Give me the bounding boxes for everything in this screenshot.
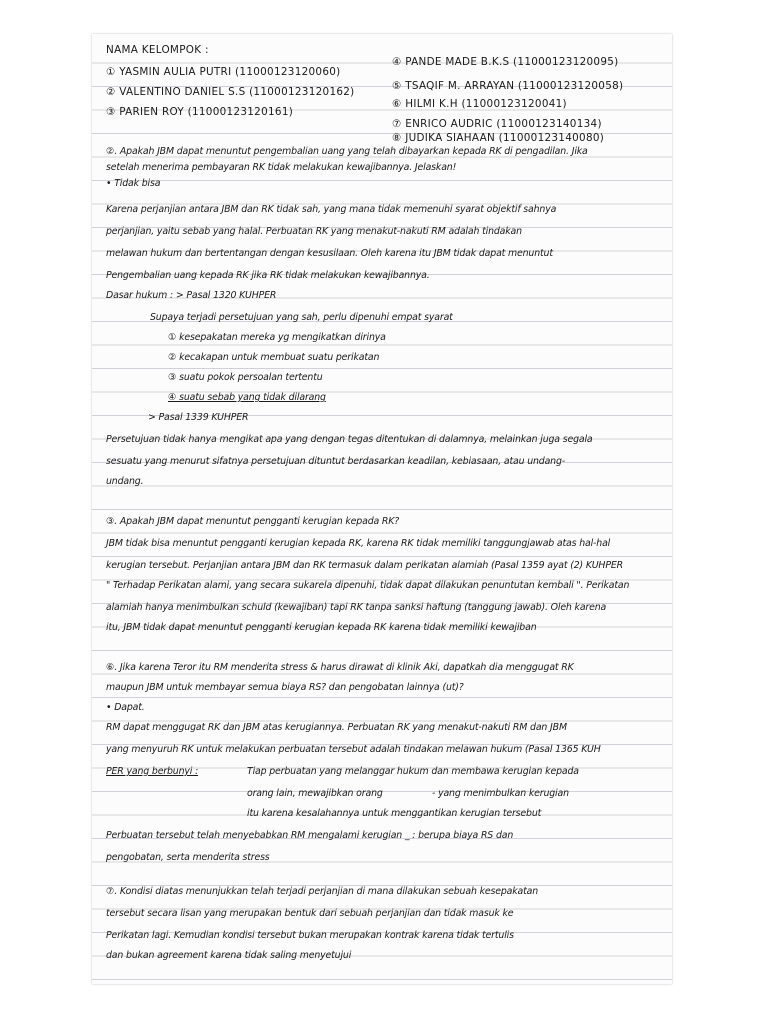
q2-question-line-1: ②. Apakah JBM dapat menuntut pengembalian uang yang telah dibayarkan kepada RK di pengadilan. Jika bbox=[106, 146, 588, 157]
q2-line-2: perjanjian, yaitu sebab yang halal. Perbuatan RK yang menakut-nakuti RM adalah tindakan bbox=[106, 226, 522, 237]
q6-answer-short: • Dapat. bbox=[106, 702, 145, 713]
member-3: ③ PARIEN ROY (11000123120161) bbox=[106, 106, 294, 118]
q3-line-5: itu, JBM tidak dapat menuntut pengganti kerugian kepada RK karena tidak memiliki kewajiban bbox=[106, 622, 537, 633]
q6-pasal-text-2: orang lain, mewajibkan orang bbox=[247, 788, 383, 799]
q7-line-3: Perikatan lagi. Kemudian kondisi tersebut bukan merupakan kontrak karena tidak tertulis bbox=[106, 930, 514, 941]
q2-line-1: Karena perjanjian antara JBM dan RK tidak sah, yang mana tidak memenuhi syarat objektif sahnya bbox=[106, 204, 557, 215]
q6-pasal-text-1: Tiap perbuatan yang melanggar hukum dan membawa kerugian kepada bbox=[247, 766, 579, 777]
q7-line-1: ⑦. Kondisi diatas menunjukkan telah terjadi perjanjian di mana dilakukan sebuah kesepakatan bbox=[106, 886, 538, 897]
q2-pasal-line-3: undang. bbox=[106, 476, 144, 487]
q2-syarat-1: ① kesepakatan mereka yg mengikatkan dirinya bbox=[168, 332, 386, 343]
member-5: ⑤ TSAQIF M. ARRAYAN (11000123120058) bbox=[392, 80, 624, 92]
q3-line-3: " Terhadap Perikatan alami, yang secara sukarela dipenuhi, tidak dapat dilakukan penuntutan kembali ". Perikatan bbox=[106, 580, 630, 591]
member-7: ⑦ ENRICO AUDRIC (11000123140134) bbox=[392, 118, 602, 130]
member-6: ⑥ HILMI K.H (11000123120041) bbox=[392, 98, 567, 110]
q6-closing-1: Perbuatan tersebut telah menyebabkan RM mengalami kerugian _ : berupa biaya RS dan bbox=[106, 830, 514, 841]
q2-syarat-4: ④ suatu sebab yang tidak dilarang bbox=[168, 392, 326, 403]
member-2: ② VALENTINO DANIEL S.S (11000123120162) bbox=[106, 86, 355, 98]
q2-syarat-3: ③ suatu pokok persoalan tertentu bbox=[168, 372, 323, 383]
q2-question-line-2: setelah menerima pembayaran RK tidak melakukan kewajibannya. Jelaskan! bbox=[106, 162, 457, 173]
q2-line-3: melawan hukum dan bertentangan dengan kesusilaan. Oleh karena itu JBM tidak dapat menuntut bbox=[106, 248, 553, 259]
q6-line-2: yang menyuruh RK untuk melakukan perbuatan tersebut adalah tindakan melawan hukum (Pasal 1365 KUH bbox=[106, 744, 601, 755]
q7-line-4: dan bukan agreement karena tidak saling menyetujui bbox=[106, 950, 352, 961]
q3-line-1: JBM tidak bisa menuntut pengganti kerugian kepada RK, karena RK tidak memiliki tanggungjawab atas hal-hal bbox=[106, 538, 611, 549]
q2-line-4: Pengembalian uang kepada RK jika RK tidak melakukan kewajibannya. bbox=[106, 270, 430, 281]
member-8: ⑧ JUDIKA SIAHAAN (11000123140080) bbox=[392, 132, 605, 144]
q2-dasar-hukum: Dasar hukum : > Pasal 1320 KUHPER bbox=[106, 290, 277, 301]
q3-line-2: kerugian tersebut. Perjanjian antara JBM dan RK termasuk dalam perikatan alamiah (Pasal 1359 ayat (2) KUHPER bbox=[106, 560, 623, 571]
q2-pasal-line-2: sesuatu yang menurut sifatnya persetujuan dituntut berdasarkan keadilan, kebiasaan, atau undang- bbox=[106, 456, 566, 467]
member-4: ④ PANDE MADE B.K.S (11000123120095) bbox=[392, 56, 619, 68]
q2-answer-short: • Tidak bisa bbox=[106, 178, 161, 189]
q6-question-line-1: ⑥. Jika karena Teror itu RM menderita stress & harus dirawat di klinik Aki, dapatkah dia menggugat RK bbox=[106, 662, 574, 673]
q3-line-4: alamiah hanya menimbulkan schuld (kewajiban) tapi RK tanpa sanksi haftung (tanggung jawab). Oleh karena bbox=[106, 602, 607, 613]
q6-closing-2: pengobatan, serta menderita stress bbox=[106, 852, 270, 863]
q2-pasal-line-1: Persetujuan tidak hanya mengikat apa yang dengan tegas ditentukan di dalamnya, melainkan juga segala bbox=[106, 434, 593, 445]
q6-pasal-text-3: - yang menimbulkan kerugian bbox=[432, 788, 569, 799]
q2-syarat-2: ② kecakapan untuk membuat suatu perikatan bbox=[168, 352, 380, 363]
member-1: ① YASMIN AULIA PUTRI (11000123120060) bbox=[106, 66, 341, 78]
group-title: NAMA KELOMPOK : bbox=[106, 44, 209, 56]
q6-pasal-text-4: itu karena kesalahannya untuk menggantikan kerugian tersebut bbox=[247, 808, 542, 819]
q3-question: ③. Apakah JBM dapat menuntut pengganti kerugian kepada RK? bbox=[106, 516, 400, 527]
q6-pasal-label: PER yang berbunyi : bbox=[106, 766, 199, 777]
q6-line-1: RM dapat menggugat RK dan JBM atas kerugiannya. Perbuatan RK yang menakut-nakuti RM dan JBM bbox=[106, 722, 567, 733]
q6-question-line-2: maupun JBM untuk membayar semua biaya RS? dan pengobatan lainnya (ut)? bbox=[106, 682, 464, 693]
q2-syarat-intro: Supaya terjadi persetujuan yang sah, perlu dipenuhi empat syarat bbox=[150, 312, 453, 323]
q2-pasal-1339: > Pasal 1339 KUHPER bbox=[148, 412, 249, 423]
q7-line-2: tersebut secara lisan yang merupakan bentuk dari sebuah perjanjian dan tidak masuk ke bbox=[106, 908, 514, 919]
handwritten-paper bbox=[92, 34, 672, 984]
